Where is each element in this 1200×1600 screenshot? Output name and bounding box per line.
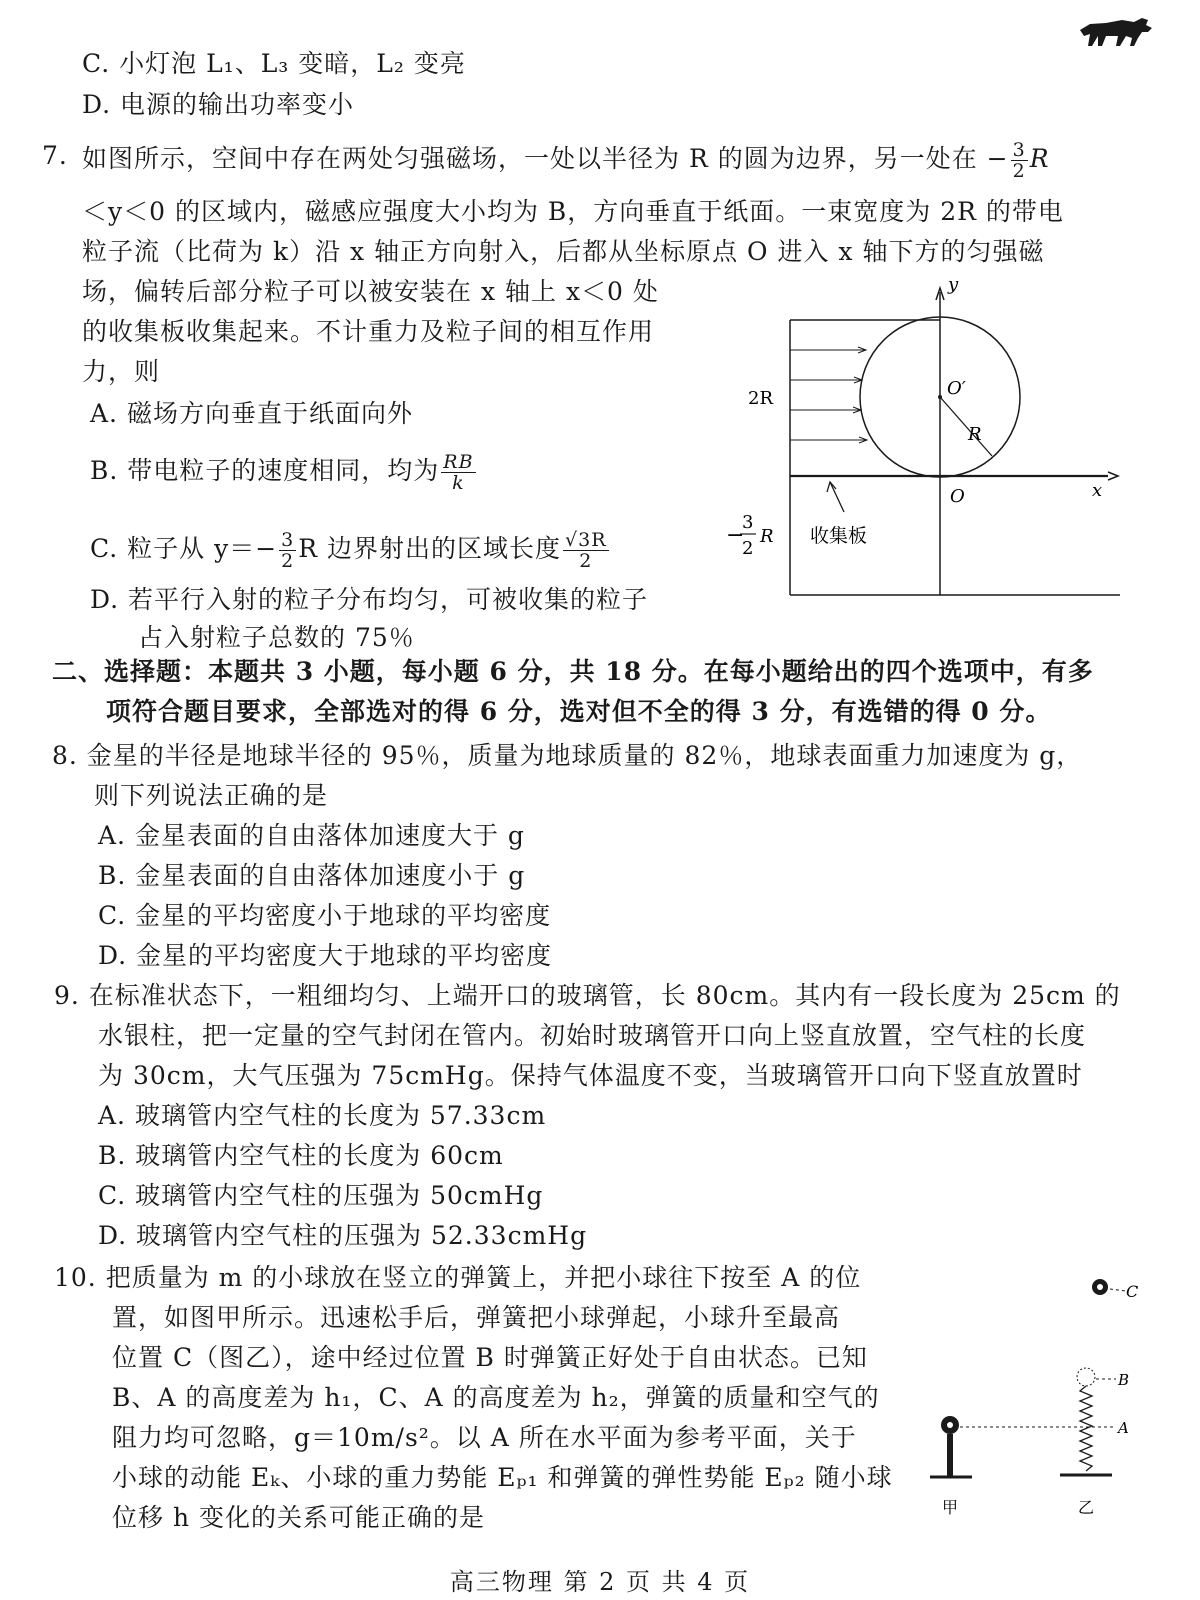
q7-line5: 的收集板收集起来。不计重力及粒子间的相互作用 <box>82 317 655 346</box>
page-footer: 高三物理 第 2 页 共 4 页 <box>449 1568 751 1596</box>
radius-label: R <box>968 424 982 445</box>
q7-line4: 场，偏转后部分粒子可以被安装在 x 轴上 x＜0 处 <box>82 277 659 306</box>
q10-line5: 阻力均可忽略，g＝10m/s²。以 A 所在水平面为参考平面，关于 <box>112 1423 857 1452</box>
q9-option-c: C. 玻璃管内空气柱的压强为 50cmHg <box>98 1181 544 1210</box>
q10-line6: 小球的动能 Eₖ、小球的重力势能 Eₚ₁ 和弹簧的弹性势能 Eₚ₂ 随小球 <box>112 1463 893 1492</box>
q7-option-b: B. 带电粒子的速度相同，均为 $\frac{RB}{k}$ <box>90 451 474 494</box>
q8-line2: 则下列说法正确的是 <box>94 781 329 810</box>
q7-frac-rb-k: $\frac{RB}{k}$ <box>443 451 474 494</box>
circle-center-label: O′ <box>947 378 966 399</box>
q8-line1: 8. 金星的半径是地球半径的 95％，质量为地球质量的 82％，地球表面重力加速度为 g， <box>52 741 1083 770</box>
q7-option-c: C. 粒子从 y＝− $\frac{3}{2}$ R 边界射出的区域长度 $\frac{√3R}{2}$ <box>90 529 607 572</box>
q8-option-c: C. 金星的平均密度小于地球的平均密度 <box>98 901 552 930</box>
label-b: B <box>1118 1371 1130 1389</box>
q10-spring-ball-figure <box>930 1265 1150 1545</box>
q8-option-a: A. 金星表面的自由落体加速度大于 g <box>98 821 525 850</box>
x-axis-label: x <box>1092 480 1103 501</box>
neg-label-num: 3 <box>742 512 754 533</box>
neg-label-den: 2 <box>742 538 754 559</box>
q7-frac-three-halves: $\frac{3}{2}$ <box>1012 139 1026 182</box>
q7-option-a: A. 磁场方向垂直于纸面向外 <box>90 399 413 428</box>
label-a: A <box>1118 1419 1129 1437</box>
q9-line2: 水银柱，把一定量的空气封闭在管内。初始时玻璃管开口向上竖直放置，空气柱的长度 <box>98 1021 1087 1050</box>
q7-magnetic-field-figure <box>720 270 1130 620</box>
q7-line2: ＜y＜0 的区域内，磁感应强度大小均为 B，方向垂直于纸面。一束宽度为 2R 的带电 <box>82 197 1064 226</box>
q10-line7: 位移 h 变化的关系可能正确的是 <box>112 1503 485 1532</box>
q6-option-d: D. 电源的输出功率变小 <box>82 90 355 119</box>
neg-label-sym: R <box>760 526 774 547</box>
label-jia: 甲 <box>942 1498 959 1517</box>
q7-line6: 力，则 <box>82 357 161 386</box>
label-c: C <box>1126 1282 1139 1301</box>
collector-label: 收集板 <box>810 525 868 547</box>
q8-option-b: B. 金星表面的自由落体加速度小于 g <box>98 861 526 890</box>
q8-option-d: D. 金星的平均密度大于地球的平均密度 <box>98 941 553 970</box>
origin-label: O <box>950 486 965 507</box>
q7-line3: 粒子流（比荷为 k）沿 x 轴正方向射入，后都从坐标原点 O 进入 x 轴下方的匀强磁 <box>82 237 1045 266</box>
q10-line4: B、A 的高度差为 h₁，C、A 的高度差为 h₂，弹簧的质量和空气的 <box>112 1383 880 1412</box>
q9-option-d: D. 玻璃管内空气柱的压强为 52.33cmHg <box>98 1221 588 1250</box>
bull-logo-icon <box>1076 14 1156 48</box>
svg-text:−: − <box>726 523 745 548</box>
q9-option-b: B. 玻璃管内空气柱的长度为 60cm <box>98 1141 504 1170</box>
q6-option-c: C. 小灯泡 L₁、L₃ 变暗，L₂ 变亮 <box>82 49 466 78</box>
q7-option-d-line1: D. 若平行入射的粒子分布均匀，可被收集的粒子 <box>90 585 649 614</box>
q9-option-a: A. 玻璃管内空气柱的长度为 57.33cm <box>98 1101 547 1130</box>
q10-line3: 位置 C（图乙），途中经过位置 B 时弹簧正好处于自由状态。已知 <box>112 1343 868 1372</box>
section2-heading-line1: 二、选择题：本题共 3 小题，每小题 6 分，共 18 分。在每小题给出的四个选项中，有多 <box>52 657 1094 686</box>
q10-line2: 置，如图甲所示。迅速松手后，弹簧把小球弹起，小球升至最高 <box>112 1303 841 1332</box>
section2-heading-line2: 项符合题目要求，全部选对的得 6 分，选对但不全的得 3 分，有选错的得 0 分。 <box>106 697 1052 726</box>
label-yi: 乙 <box>1078 1498 1095 1517</box>
beam-width-label: 2R <box>748 388 774 409</box>
q7-line1: 如图所示，空间中存在两处匀强磁场，一处以半径为 R 的圆为边界，另一处在 − $\frac{3}{2}$ R <box>82 139 1050 182</box>
q7-number: 7. <box>42 141 68 170</box>
q9-line3: 为 30cm，大气压强为 75cmHg。保持气体温度不变，当玻璃管开口向下竖直放置时 <box>98 1061 1083 1090</box>
q9-line1: 9. 在标准状态下，一粗细均匀、上端开口的玻璃管，长 80cm。其内有一段长度为 25cm 的 <box>54 981 1121 1010</box>
q10-line1: 10. 把质量为 m 的小球放在竖立的弹簧上，并把小球往下按至 A 的位 <box>54 1263 862 1292</box>
q7-option-d-line2: 占入射粒子总数的 75％ <box>138 623 415 652</box>
y-axis-label: y <box>948 274 959 295</box>
